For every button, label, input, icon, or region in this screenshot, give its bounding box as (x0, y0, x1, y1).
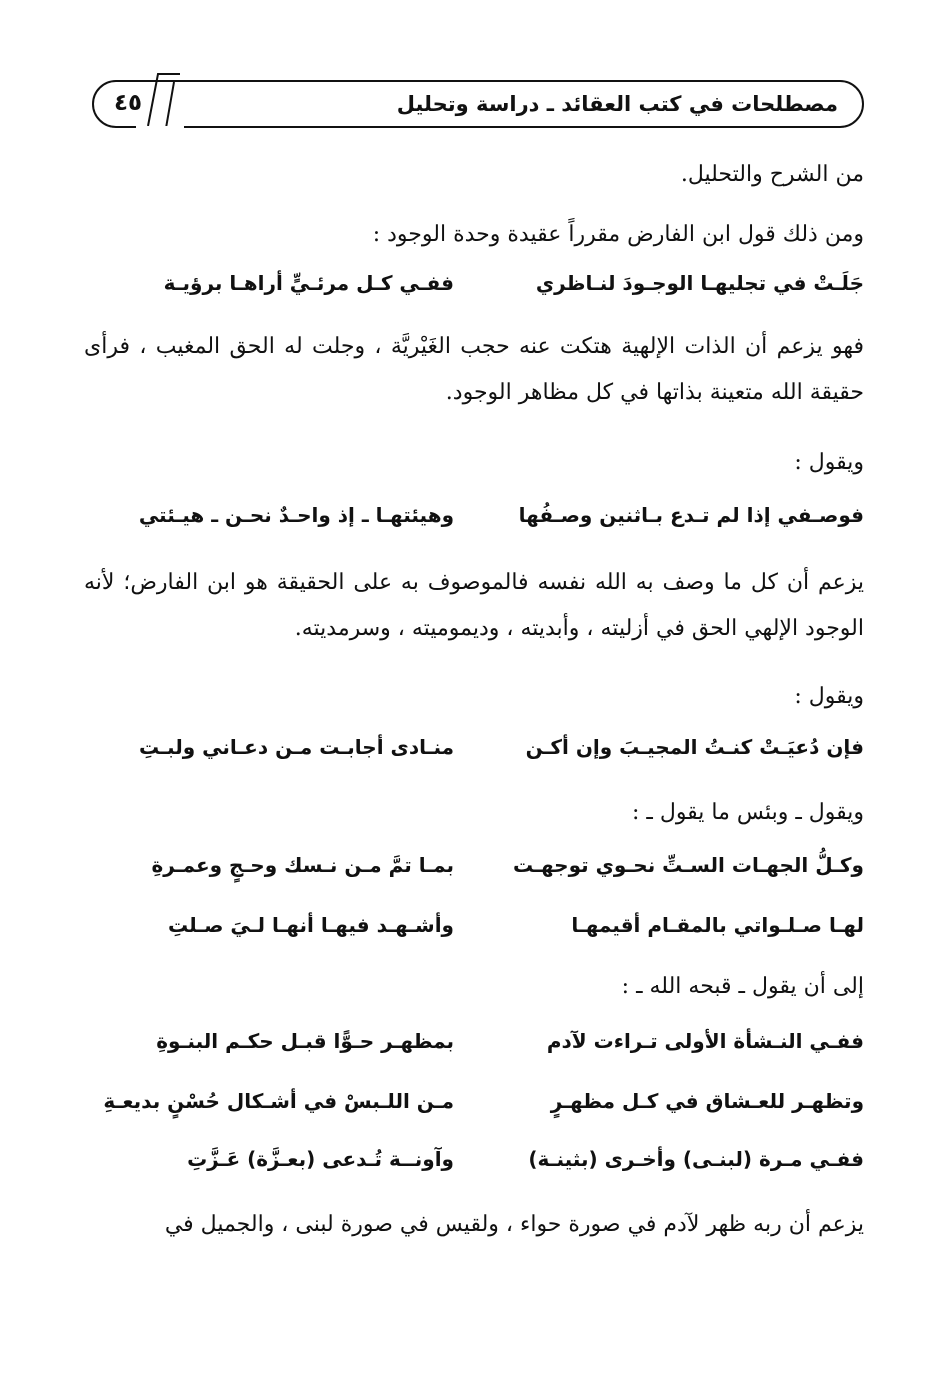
verse-6 (84, 1024, 864, 1058)
header-title: مصطلحات في كتب العقائد ـ دراسة وتحليل (396, 92, 838, 116)
paragraph-he-says-3: ويقول ـ وبئس ما يقول ـ : (631, 800, 864, 825)
verse-hemistich-second: ففـي كـل مرئـيٍّ أراهـا برؤيـة (163, 271, 454, 295)
paragraph-he-says-1: ويقول : (794, 450, 864, 475)
paragraph-he-says-2: ويقول : (794, 684, 864, 709)
paragraph-commentary-2: يزعم أن كل ما وصف به الله نفسه فالموصوف به على الحقيقة هو ابن الفارض؛ لأنه الوجود الإلهي الحق في أزليته ، وأبديته ، وديموميته ، وسرمديته. (84, 570, 864, 641)
verse-hemistich-first: ففـي مـرة (لبنـى) وأخـرى (بثينـة) (528, 1147, 864, 1171)
verse-hemistich-second: وهيئتهـا ـ إذ واحـدٌ نحـن ـ هيـئتي (138, 503, 454, 527)
verse-hemistich-second: وأشـهـد فيهـا أنهـا لـيَ صـلتِ (167, 913, 454, 937)
verse-hemistich-second: مـن اللـبسْ في أشـكال حُسْنٍ بديعـةِ (103, 1089, 454, 1113)
paragraph-intro-end: من الشرح والتحليل. (680, 162, 864, 187)
paragraph-commentary-3: يزعم أن ربه ظهر لآدم في صورة حواء ، ولقيس في صورة لبنى ، والجميل في (164, 1212, 864, 1237)
verse-4 (84, 848, 864, 882)
verse-hemistich-first: فوصـفي إذا لم تـدع بـاثنين وصـفُها (518, 503, 864, 527)
running-header (92, 80, 864, 128)
paragraph-commentary-1: فهو يزعم أن الذات الإلهية هتكت عنه حجب الغَيْريَّة ، وجلت له الحق المغيب ، فرأى حقيقة الله متعينة بذاتها في كل مظاهر الوجود. (84, 334, 864, 405)
verse-1 (84, 266, 864, 300)
verse-hemistich-first: ففـي النـشأة الأولى تـراءت لآدم (546, 1029, 864, 1053)
verse-hemistich-first: وتظهـر للعـشاق في كـل مظهـرٍ (550, 1089, 864, 1113)
paragraph-he-says-4: إلى أن يقول ـ قبحه الله ـ : (621, 974, 864, 999)
verse-hemistich-second: بمظهـر حـوًّا قبـل حكـم البنـوةِ (156, 1029, 454, 1053)
verse-hemistich-first: وكـلُّ الجهـات السـتِّ نحـوي توجهـت (512, 853, 864, 877)
verse-hemistich-first: جَلَـتْ في تجليهـا الوجـودَ لنـاظري (535, 271, 864, 295)
verse-5 (84, 908, 864, 942)
paragraph-ibn-farid-quote-intro: ومن ذلك قول ابن الفارض مقرراً عقيدة وحدة الوجود : (372, 222, 864, 247)
verse-hemistich-second: وآونــة تُـدعى (بعـزَّة) عَـزَّتِ (187, 1147, 454, 1171)
page-number: ٤٥ (114, 90, 143, 116)
verse-3 (84, 730, 864, 764)
verse-2 (84, 498, 864, 532)
verse-hemistich-first: فإن دُعيَـتْ كنـتُ المجيـبَ وإن أكـن (525, 735, 864, 759)
verse-8 (84, 1142, 864, 1176)
verse-hemistich-first: لهـا صـلـواتي بالمقـام أقيمهـا (571, 913, 864, 937)
page-tab-ornament (130, 70, 190, 134)
verse-hemistich-second: بمـا تمَّ مـن نـسك وحـجٍ وعمـرةِ (151, 853, 454, 877)
verse-hemistich-second: منـادى أجابـت مـن دعـاني ولبـتِ (139, 735, 454, 759)
verse-7 (84, 1084, 864, 1118)
